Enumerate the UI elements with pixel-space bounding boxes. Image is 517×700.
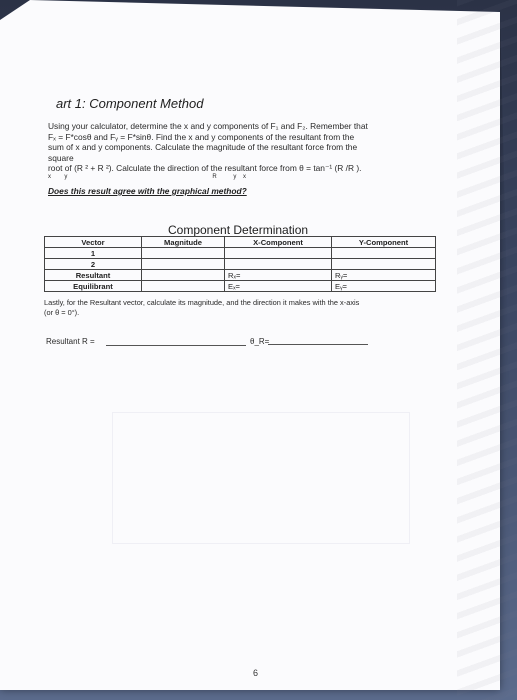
cell-x[interactable] — [225, 248, 332, 259]
instructions-line: Fₓ = F*cosθ and Fᵧ = F*sinθ. Find the x and y components of the resultant from the — [48, 131, 355, 142]
theta-label: θ_R= — [250, 337, 270, 346]
cell-vector: Resultant — [45, 270, 142, 281]
page-number: 6 — [253, 668, 259, 678]
cell-vector: Equilibrant — [45, 281, 142, 292]
header-magnitude: Magnitude — [142, 237, 225, 248]
cell-y[interactable]: Rᵧ= — [332, 270, 436, 281]
table-row — [45, 270, 436, 281]
cell-magnitude[interactable] — [142, 248, 225, 259]
header-y-component: Y-Component — [332, 237, 436, 248]
lastly-line: Lastly, for the Resultant vector, calculate its magnitude, and the direction it makes with the x-axis — [44, 298, 360, 307]
table-row — [45, 248, 436, 259]
resultant-label: Resultant R = — [46, 337, 95, 346]
instructions-line: Using your calculator, determine the x and y components of F₁ and F₂. Remember that — [48, 121, 368, 131]
header-vector: Vector — [45, 237, 142, 248]
theta-answer-line[interactable] — [268, 344, 368, 345]
table-header-row — [45, 237, 436, 248]
component-table — [44, 236, 436, 292]
instructions-subscripts: x y R y x — [48, 173, 247, 180]
instructions — [48, 121, 438, 181]
cell-magnitude[interactable] — [142, 259, 225, 270]
cell-x[interactable] — [225, 259, 332, 270]
agreement-question: Does this result agree with the graphical method? — [48, 186, 247, 196]
resultant-answer-line[interactable] — [106, 345, 246, 346]
lastly-instructions — [44, 298, 444, 318]
instructions-line: root of (R ² + R ²). Calculate the direction of the resultant force from θ = tan⁻¹ (R /R ). — [48, 163, 362, 173]
cell-y[interactable]: Eᵧ= — [332, 281, 436, 292]
cell-y[interactable] — [332, 248, 436, 259]
header-x-component: X-Component — [225, 237, 332, 248]
cell-x[interactable]: Rₓ= — [225, 270, 332, 281]
cell-magnitude[interactable] — [142, 281, 225, 292]
cell-magnitude[interactable] — [142, 270, 225, 281]
cell-vector: 1 — [45, 248, 142, 259]
instructions-line: sum of x and y components. Calculate the magnitude of the resultant force from the — [48, 142, 358, 152]
instructions-line: square — [48, 152, 74, 163]
show-through-table — [112, 412, 410, 544]
cell-y[interactable] — [332, 259, 436, 270]
table-row — [45, 259, 436, 270]
table-title: Component Determination — [168, 223, 309, 237]
cell-vector: 2 — [45, 259, 142, 270]
lastly-line: (or θ = 0°). — [44, 308, 80, 317]
table-row — [45, 281, 436, 292]
section-heading: art 1: Component Method — [56, 96, 204, 111]
cell-x[interactable]: Eₓ= — [225, 281, 332, 292]
